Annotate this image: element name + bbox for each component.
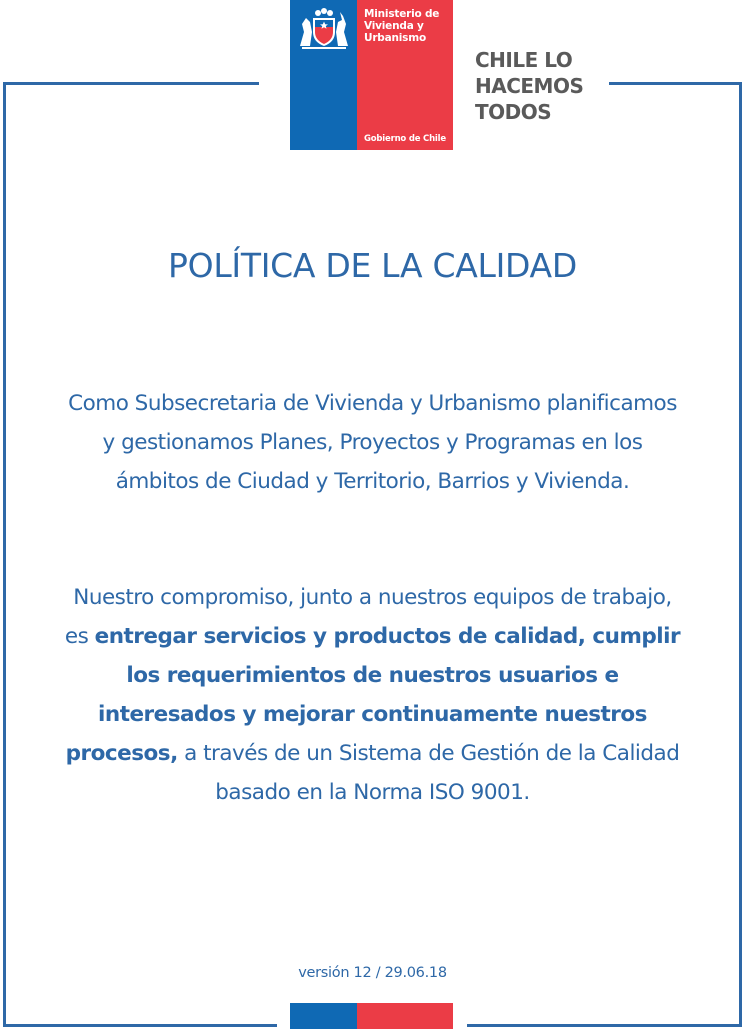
policy-paragraph-1: Como Subsecretaria de Vivienda y Urbanismo planificamos y gestionamos Planes, Proyectos y Programas en los ámbitos de Ciudad y Territorio, Barrios y Vivienda. (68, 391, 677, 494)
policy-paragraph-2-start: Nuestro compromiso, junto a nuestros equipos de trabajo, es (64, 585, 672, 649)
frame-right-line (739, 82, 742, 1027)
bottom-flag-red (357, 1003, 453, 1029)
version-label: versión 12 / 29.06.18 (298, 965, 447, 981)
chile-coat-of-arms-icon (296, 6, 352, 50)
ministry-logo (290, 0, 453, 150)
frame-bottom-right-line (467, 1024, 742, 1027)
bottom-flag-bar (290, 1003, 453, 1029)
frame-bottom-left-line (3, 1024, 277, 1027)
page-title: POLÍTICA DE LA CALIDAD (168, 246, 577, 285)
frame-top-right-line (609, 82, 742, 85)
slogan: CHILE LO HACEMOS TODOS (475, 48, 584, 124)
policy-paragraph-2 (60, 578, 685, 812)
bottom-flag-blue (290, 1003, 357, 1029)
frame-top-left-line (3, 82, 259, 85)
government-label: Gobierno de Chile (364, 134, 446, 144)
policy-commitment-highlight: entregar servicios y productos de calidad, cumplir los requerimientos de nuestros usuarios e interesados y mejorar continuamente nuestros procesos, (65, 624, 681, 766)
ministry-name: Ministerio de Vivienda y Urbanismo (364, 8, 440, 44)
policy-paragraph-2-end: a través de un Sistema de Gestión de la Calidad basado en la Norma ISO 9001. (177, 741, 680, 805)
frame-left-line (3, 82, 6, 1027)
